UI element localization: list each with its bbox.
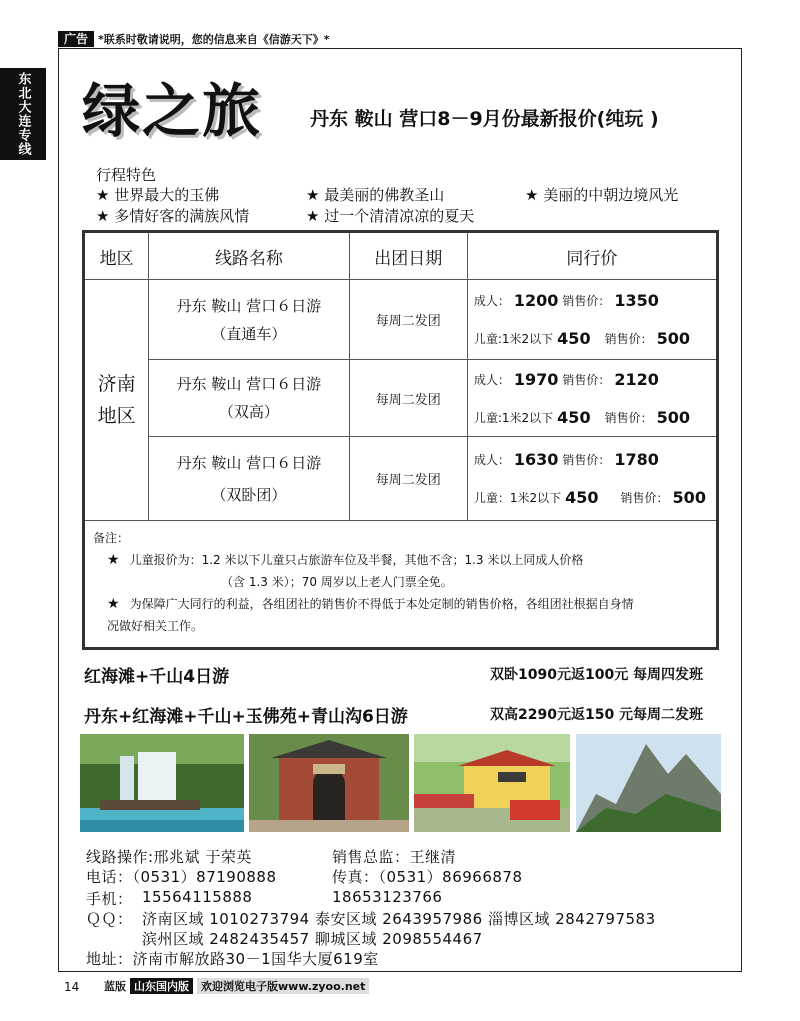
header-route: 线路名称: [149, 232, 350, 280]
promo-price: 双高2290元返150 元每周二发班: [490, 707, 704, 723]
features-title: 行程特色: [96, 166, 157, 184]
fax: 传真：（0531）86966878: [332, 868, 523, 886]
table-header-row: [84, 232, 718, 280]
feature-item: ★ 美丽的中朝边境风光: [525, 186, 679, 204]
headline: 丹东 鞍山 营口8－9月份最新报价(纯玩 ): [310, 108, 659, 130]
region-cell: [84, 280, 149, 521]
note-text: （含 1.3 米）；70 周岁以上老人门票全免。: [221, 575, 453, 589]
feature-item: ★ 最美丽的佛教圣山: [306, 186, 445, 204]
adult-price: 1970: [513, 369, 559, 389]
child-sale-price: 500: [656, 329, 690, 348]
date-cell: 每周二发团: [349, 437, 467, 521]
qq-label: ＱＱ：: [86, 910, 133, 928]
mobile-number: 18653123766: [332, 888, 443, 906]
ad-header: [58, 30, 330, 48]
header-date: 出团日期: [349, 232, 467, 280]
child-label: 儿童:1米2以下: [473, 410, 554, 425]
price-cell: [467, 437, 717, 521]
promo-title: 红海滩+千山4日游: [84, 667, 230, 687]
page-number: 14: [64, 980, 80, 994]
region-label: 济南地区: [97, 373, 136, 427]
qq-line: 滨州区域 2482435457 聊城区域 2098554467: [142, 930, 483, 948]
note-text: 况做好相关工作。: [107, 619, 204, 633]
edition-label: 蓝版: [104, 980, 126, 993]
header-region: 地区: [84, 232, 149, 280]
route-type: （双高）: [218, 403, 279, 421]
notes-title: 备注：: [93, 531, 130, 545]
promo-price: 双卧1090元返100元 每周四发班: [490, 667, 704, 683]
feature-item: ★ 世界最大的玉佛: [96, 186, 220, 204]
sale-label: 销售价：: [562, 453, 611, 467]
sale-label: 销售价：: [604, 332, 653, 346]
feature-item: ★ 过一个清清凉凉的夏天: [306, 207, 475, 225]
table-row: [84, 437, 718, 521]
route-cell: [149, 280, 350, 360]
date-cell: 每周二发团: [349, 280, 467, 360]
note-text: 为保障广大同行的利益，各组团社的销售价不得低于本处定制的销售价格，各组团社根据自身情: [129, 597, 634, 611]
route-type: （直通车）: [211, 324, 287, 343]
mobile-label: 手机：: [86, 890, 133, 908]
child-price: 450: [557, 407, 591, 427]
adult-price: 1200: [513, 291, 559, 310]
sales-director: 销售总监：王继清: [332, 848, 457, 866]
child-price: 450: [557, 329, 591, 348]
route-type: （双卧团）: [211, 485, 287, 504]
phone: 电话：（0531）87190888: [86, 868, 277, 886]
pavilion-photo: [414, 734, 570, 832]
notes-cell: [84, 521, 718, 649]
side-tab: 东北大连专线: [0, 68, 46, 160]
route-cell: [149, 360, 350, 437]
child-label: 儿童：1米2以下: [473, 491, 562, 505]
table-row: [84, 360, 718, 437]
ops-contact: 线路操作:邢兆斌 于荣英: [86, 848, 252, 866]
brand-logo: 绿之旅: [82, 77, 263, 145]
mountain-photo: [576, 734, 721, 832]
address: 地址：济南市解放路30－1国华大厦619室: [86, 950, 379, 968]
page-footer: [104, 978, 369, 994]
date-cell: 每周二发团: [349, 360, 467, 437]
price-table: [82, 230, 719, 650]
note-text: 儿童报价为：1.2 米以下儿童只占旅游车位及半餐，其他不含；1.3 米以上同成人价格: [129, 553, 584, 567]
feature-item: ★ 多情好客的满族风情: [96, 207, 250, 225]
ad-badge: 广告: [58, 31, 94, 47]
sale-label: 销售价：: [562, 372, 611, 387]
notes-row: [84, 521, 718, 649]
waterfall-photo: [80, 734, 244, 832]
promo-title: 丹东+红海滩+千山+玉佛苑+青山沟6日游: [84, 707, 408, 727]
ad-note: *联系时敬请说明，您的信息来自《信游天下》*: [98, 33, 330, 46]
sale-label: 销售价：: [604, 410, 653, 425]
adult-label: 成人：: [473, 294, 510, 308]
adult-sale-price: 1350: [614, 291, 659, 310]
table-row: [84, 280, 718, 360]
adult-sale-price: 2120: [614, 369, 659, 389]
route-name: 丹东 鞍山 营口６日游: [176, 375, 322, 393]
header-price: 同行价: [467, 232, 717, 280]
price-cell: [467, 280, 717, 360]
sale-label: 销售价：: [562, 294, 611, 308]
route-name: 丹东 鞍山 营口６日游: [176, 453, 322, 472]
adult-price: 1630: [513, 450, 559, 469]
section-badge: 山东国内版: [130, 978, 193, 994]
route-name: 丹东 鞍山 营口６日游: [176, 296, 322, 315]
child-sale-price: 500: [672, 488, 706, 507]
price-cell: [467, 360, 717, 437]
child-label: 儿童:1米2以下: [473, 332, 554, 346]
adult-sale-price: 1780: [614, 450, 659, 469]
qq-line: 济南区域 1010273794 泰安区域 2643957986 淄博区域 2842797583: [142, 910, 656, 928]
child-sale-price: 500: [656, 407, 690, 427]
child-price: 450: [565, 488, 599, 507]
star-icon: ★: [107, 596, 120, 612]
adult-label: 成人：: [473, 453, 510, 467]
adult-label: 成人：: [473, 372, 510, 387]
temple-gate-photo: [249, 734, 409, 832]
star-icon: ★: [107, 552, 120, 568]
site-link[interactable]: 欢迎浏览电子版www.zyoo.net: [197, 978, 369, 994]
mobile-number: 15564115888: [142, 888, 253, 906]
sale-label: 销售价：: [620, 491, 669, 505]
route-cell: [149, 437, 350, 521]
